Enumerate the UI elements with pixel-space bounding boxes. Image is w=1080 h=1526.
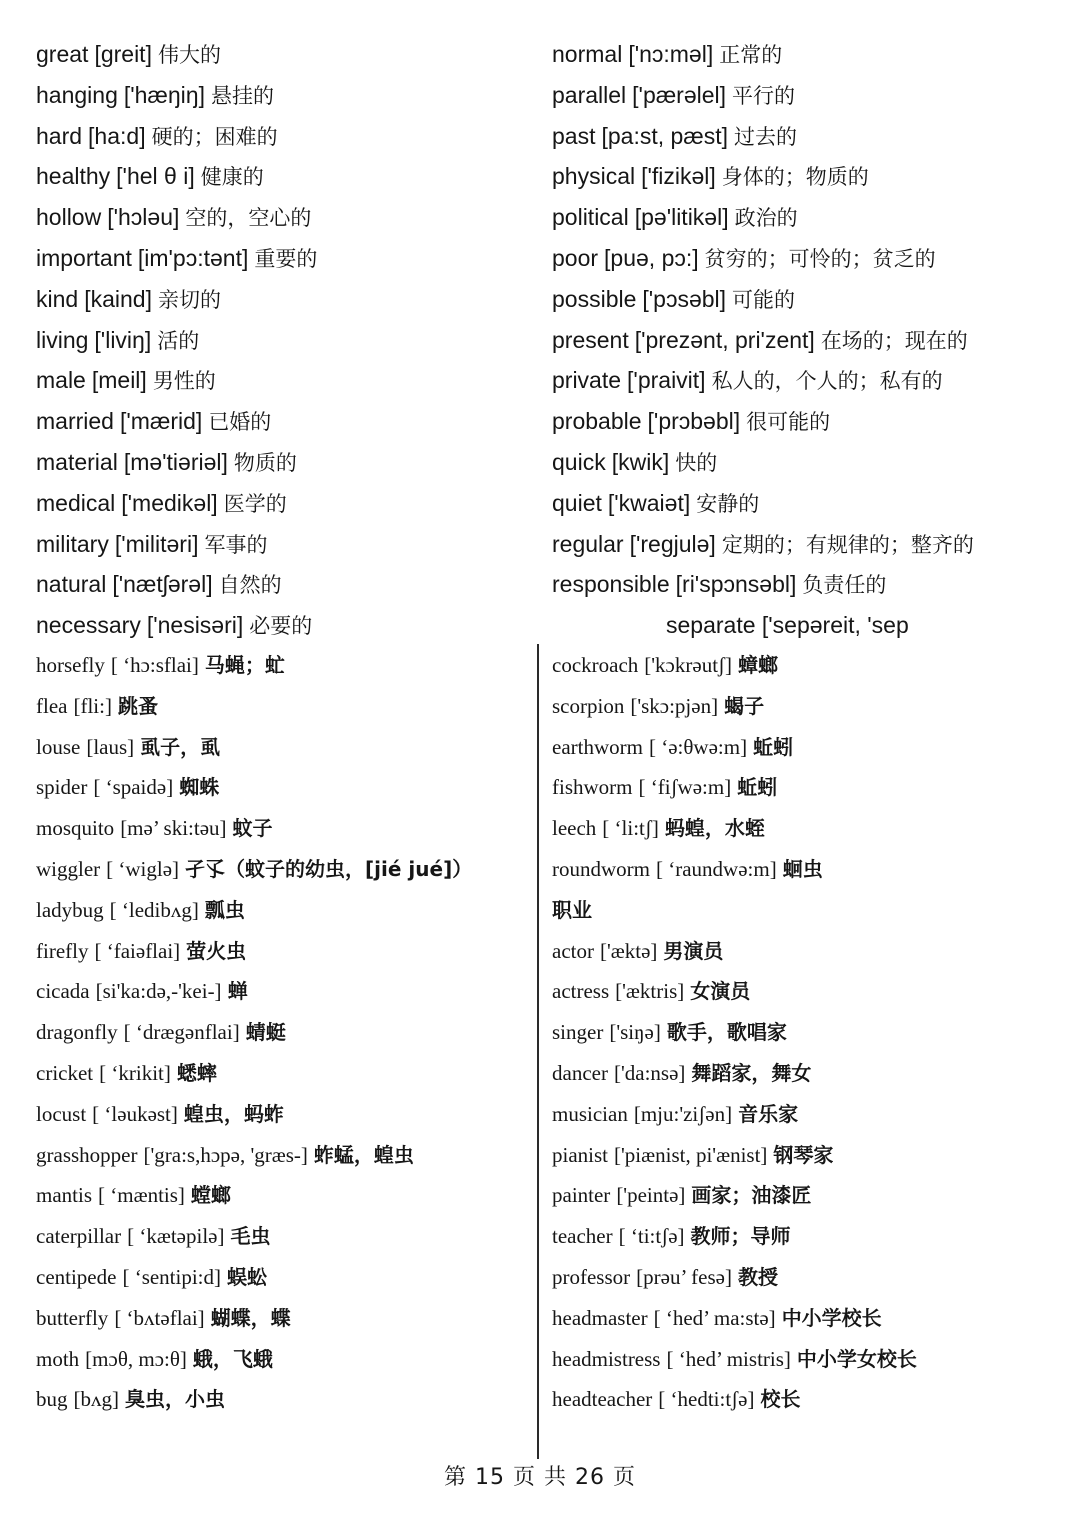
phonetic: ['hæŋiŋ] [123,81,205,108]
vocab-entry [552,564,1052,605]
translation: 已婚的 [208,410,272,435]
vocab-entry [552,401,1052,442]
vocab-entry [552,442,1052,483]
vocab-entry [552,767,1052,808]
translation: 瓢虫 [204,897,245,922]
translation: 可能的 [732,287,796,312]
translation: 物质的 [233,450,297,475]
word: natural [36,571,107,598]
translation: 私人的，个人的；私有的 [711,369,943,394]
translation: 蚱蜢，蝗虫 [313,1142,414,1167]
word: fishworm [552,775,633,800]
word: bug [36,1387,68,1412]
vocab-entry [36,1135,526,1176]
word: moth [36,1346,80,1371]
translation: 蝗虫，蚂蚱 [183,1101,284,1126]
phonetic: [ ‘ə:θwə:m] [648,734,748,759]
vocab-entry [552,279,1052,320]
translation: 舞蹈家，舞女 [691,1060,812,1085]
phonetic: ['æktris] [615,979,685,1004]
phonetic: ['peintə] [616,1183,686,1208]
word: actress [552,979,610,1004]
phonetic: ['medikəl] [121,489,218,516]
translation: 蜈蚣 [227,1264,268,1289]
phonetic: ['mærid] [119,408,203,435]
word: professor [552,1264,631,1289]
vocab-entry [552,727,1052,768]
vocab-entry [36,890,526,931]
translation: 自然的 [218,573,282,598]
translation: 平行的 [732,83,796,108]
word: mosquito [36,816,115,841]
translation: 快的 [675,450,718,475]
word: spider [36,775,88,800]
vocab-entry [552,890,1052,931]
phonetic: [ ‘kætəpilə] [127,1224,225,1249]
vocab-entry [36,1257,526,1298]
word: teacher [552,1224,613,1249]
phonetic: ['siŋə] [609,1020,661,1045]
translation: 跳蚤 [117,693,158,718]
phonetic: ['skɔ:pjən] [630,693,719,718]
insect-occupation-list [552,645,1052,1420]
translation: 蚊子 [232,816,273,841]
vocab-entry [552,524,1052,565]
translation: 过去的 [734,124,798,149]
phonetic: ['praivit] [627,367,706,394]
vocab-entry [552,645,1052,686]
phonetic: [ ‘ləukəst] [92,1101,178,1126]
word: past [552,122,596,149]
translation: 蟑螂 [738,653,779,677]
phonetic: [mɔθ, mɔ:θ] [85,1346,187,1371]
vocab-entry [552,1216,1052,1257]
phonetic: [greit] [94,41,152,67]
translation: 中小学校长 [781,1305,882,1330]
word: political [552,204,629,231]
vocab-entry [552,197,1052,238]
vocab-entry [552,931,1052,972]
vocab-entry [552,1094,1052,1135]
translation: 男演员 [663,938,724,963]
page-footer: 第 15 页 共 26 页 [444,1465,636,1490]
translation: 歌手，歌唱家 [666,1020,787,1045]
word: possible [552,285,637,312]
word: kind [36,285,79,312]
word: pianist [552,1142,608,1167]
word: ladybug [36,897,104,922]
translation: 蝎子 [724,693,765,718]
phonetic: ['prezənt, pri'zent] [634,326,815,353]
phonetic: ['da:nsə] [613,1060,686,1085]
translation: 在场的；现在的 [820,328,968,353]
translation: 健康的 [200,165,264,190]
word: headteacher [552,1387,653,1412]
word: married [36,408,114,435]
vocab-entry [36,1175,526,1216]
phonetic: [ ‘raundwə:m] [656,856,777,881]
phonetic: [mə'tiəriəl] [123,448,228,475]
vocab-entry [552,34,1052,75]
phonetic: [kaind] [84,285,152,312]
word: present [552,326,629,353]
phonetic: [ ‘li:tʃ] [602,816,659,841]
word: wiggler [36,856,101,881]
translation: 钢琴家 [773,1142,834,1167]
word: hanging [36,81,118,108]
word: musician [552,1101,628,1126]
translation: 蟋蟀 [176,1060,217,1085]
phonetic: ['prɔbəbl] [647,408,741,435]
word: hard [36,122,83,149]
phonetic: ['piænist, pi'ænist] [614,1142,768,1167]
word: quick [552,448,606,475]
vocab-entry [36,156,516,197]
phonetic: [kwik] [611,448,670,475]
translation: 职业 [552,897,592,922]
word: important [36,244,132,271]
phonetic: [ ‘fiʃwə:m] [638,775,732,800]
vocab-entry [36,605,516,646]
phonetic: [mə’ ski:təu] [120,816,227,841]
word: leech [552,816,597,841]
translation: 蛔虫 [782,856,823,881]
word: responsible [552,571,670,598]
word: male [36,367,86,394]
vocab-entry [552,320,1052,361]
vocab-entry [36,238,516,279]
phonetic: [pə'litikəl] [634,204,729,231]
word: parallel [552,81,627,108]
vocab-entry [552,1298,1052,1339]
translation: 军事的 [204,532,268,557]
vocab-entry [36,808,526,849]
vocab-entry [552,238,1052,279]
translation: 蜘蛛 [179,775,220,800]
vocab-entry [36,483,516,524]
translation: 音乐家 [738,1101,799,1126]
vocab-entry [552,1012,1052,1053]
word: hollow [36,204,102,231]
vocab-entry [552,75,1052,116]
translation: 硬的；困难的 [151,124,278,149]
word: mantis [36,1183,92,1208]
word: actor [552,938,594,963]
vocab-entry [36,645,526,686]
phonetic: [mju:'ziʃən] [633,1101,733,1126]
vocab-entry [552,1379,1052,1420]
phonetic: ['nætʃərəl] [112,571,213,598]
word: probable [552,408,642,435]
translation: 伟大的 [157,43,221,67]
vocab-entry [36,931,526,972]
word: horsefly [36,653,105,677]
vocab-entry [36,1339,526,1380]
vocab-entry [552,360,1052,401]
adjective-list-right [552,34,1052,605]
phonetic: ['nesisəri] [146,612,244,639]
vocab-entry [552,1135,1052,1176]
vocab-entry [552,483,1052,524]
phonetic: ['pɔsəbl] [642,285,727,312]
phonetic: [bʌg] [73,1387,119,1412]
phonetic: [ ‘krikit] [99,1060,171,1085]
word: physical [552,163,636,190]
vocab-entry [36,279,516,320]
word: cicada [36,979,90,1004]
translation: 必要的 [249,614,313,639]
truncated-entry: separate ['sepəreit, 'sep [666,612,909,638]
translation: 蛾，飞蛾 [192,1346,273,1371]
word: cricket [36,1060,94,1085]
word: louse [36,734,81,759]
translation: 中小学女校长 [796,1346,917,1371]
vocab-entry [36,442,516,483]
phonetic: ['hel θ i] [116,163,195,190]
vocab-entry [36,197,516,238]
vocab-entry [36,1012,526,1053]
phonetic: [prəu’ fesə] [636,1264,732,1289]
translation: 悬挂的 [210,83,274,108]
word: regular [552,530,624,557]
phonetic: [ ‘drægənflai] [123,1020,240,1045]
phonetic: [ ‘bʌtəflai] [114,1305,205,1330]
translation: 重要的 [254,246,318,271]
vocab-entry [36,1379,526,1420]
translation: 正常的 [719,43,783,67]
phonetic: ['regjulə] [629,530,716,557]
translation: 活的 [157,328,200,353]
phonetic: [si'ka:də,-'kei-] [95,979,222,1004]
phonetic: [ri'spɔnsəbl] [675,571,797,598]
phonetic: ['fizikəl] [641,163,716,190]
translation: 政治的 [734,206,798,231]
word: singer [552,1020,604,1045]
vocab-entry [36,524,516,565]
phonetic: [ ‘hed’ mistris] [666,1346,791,1371]
translation: 蚂蝗，水蛭 [664,816,765,841]
word: medical [36,489,116,516]
translation: 画家；油漆匠 [691,1183,812,1208]
vocab-entry [36,849,526,890]
translation: 很可能的 [746,410,831,435]
phonetic: ['gra:s,hɔpə, 'græs-] [143,1142,308,1167]
translation: 教师；导师 [690,1224,791,1249]
word: headmaster [552,1305,648,1330]
vocab-entry [36,971,526,1012]
translation: 蚯蚓 [737,775,778,800]
word: flea [36,693,68,718]
translation: 臭虫，小虫 [125,1387,225,1412]
word: necessary [36,612,141,639]
vocab-entry [552,1175,1052,1216]
word: quiet [552,489,602,516]
phonetic: [ha:d] [88,122,146,149]
translation: 医学的 [223,491,287,516]
word: normal [552,41,623,67]
word: living [36,326,89,353]
phonetic: [puə, pɔ:] [604,244,699,271]
phonetic: ['pærəlel] [632,81,727,108]
phonetic: ['kɔkrəutʃ] [644,653,733,677]
vocab-entry [552,1257,1052,1298]
phonetic: [ ‘hed’ ma:stə] [653,1305,776,1330]
vocab-entry [36,320,516,361]
translation: 毛虫 [230,1224,271,1249]
word: centipede [36,1264,117,1289]
word: military [36,530,109,557]
phonetic: ['æktə] [599,938,658,963]
translation: 教授 [737,1264,778,1289]
word: cockroach [552,653,639,677]
adjective-list-left [36,34,516,646]
phonetic: [ ‘faiəflai] [94,938,181,963]
phonetic: [ ‘ti:tʃə] [618,1224,685,1249]
translation: 蜻蜓 [245,1020,286,1045]
phonetic: [ ‘mæntis] [98,1183,185,1208]
phonetic: [ ‘wiglə] [106,856,180,881]
translation: 蚯蚓 [753,734,794,759]
translation: 萤火虫 [186,938,247,963]
word: scorpion [552,693,625,718]
translation: 蝉 [227,979,248,1004]
translation: 负责任的 [802,573,887,598]
word: great [36,41,89,67]
word: grasshopper [36,1142,138,1167]
translation: 女演员 [690,979,751,1004]
vocab-entry [36,116,516,157]
vocab-entry [36,767,526,808]
insect-list [36,645,526,1420]
phonetic: [meil] [91,367,147,394]
phonetic: [ ‘sentipi:d] [122,1264,222,1289]
vocab-entry [36,564,516,605]
translation: 蝴蝶，蝶 [210,1305,291,1330]
translation: 男性的 [152,369,216,394]
vocab-entry [552,808,1052,849]
vocab-entry [552,849,1052,890]
phonetic: [ ‘hedti:tʃə] [658,1387,755,1412]
phonetic: [laus] [86,734,135,759]
phonetic: ['nɔ:məl] [628,41,714,67]
vocab-entry [36,1053,526,1094]
word: caterpillar [36,1224,122,1249]
word: private [552,367,622,394]
vocab-entry [552,156,1052,197]
phonetic: [ ‘spaidə] [93,775,174,800]
word: healthy [36,163,111,190]
vocab-entry [36,1216,526,1257]
vocab-entry [552,1053,1052,1094]
vocab-entry [552,971,1052,1012]
translation: 亲切的 [157,287,221,312]
vocab-entry [36,1298,526,1339]
phonetic: [fli:] [73,693,112,718]
column-divider [537,644,539,1459]
translation: 身体的；物质的 [721,165,869,190]
phonetic: ['hɔləu] [107,204,180,231]
translation: 孑孓（蚊子的幼虫，[jié jué]） [185,856,473,881]
vocab-entry [36,401,516,442]
word: material [36,448,118,475]
phonetic: [im'pɔ:tənt] [137,244,249,271]
vocab-entry [36,727,526,768]
translation: 空的，空心的 [185,206,312,231]
translation: 校长 [760,1387,801,1412]
phonetic: [ ‘ledibʌg] [109,897,199,922]
translation: 虱子，虱 [140,734,221,759]
translation: 马蝇；虻 [204,653,285,677]
vocab-entry [36,34,516,75]
word: roundworm [552,856,650,881]
translation: 安静的 [696,491,760,516]
vocab-entry [552,1339,1052,1380]
phonetic: [pa:st, pæst] [601,122,729,149]
vocab-entry [36,360,516,401]
phonetic: [ ‘hɔ:sflai] [110,653,199,677]
vocab-entry [552,686,1052,727]
word: dragonfly [36,1020,118,1045]
word: earthworm [552,734,643,759]
word: locust [36,1101,87,1126]
word: butterfly [36,1305,109,1330]
translation: 螳螂 [190,1183,231,1208]
word: painter [552,1183,611,1208]
translation: 贫穷的；可怜的；贫乏的 [704,246,936,271]
vocab-entry [36,75,516,116]
phonetic: ['liviŋ] [94,326,152,353]
vocab-entry [552,116,1052,157]
word: headmistress [552,1346,661,1371]
vocab-entry [36,686,526,727]
translation: 定期的；有规律的；整齐的 [721,532,974,557]
vocab-entry [36,1094,526,1135]
word: firefly [36,938,89,963]
phonetic: ['militəri] [114,530,199,557]
word: poor [552,244,599,271]
word: dancer [552,1060,608,1085]
phonetic: ['kwaiət] [607,489,691,516]
